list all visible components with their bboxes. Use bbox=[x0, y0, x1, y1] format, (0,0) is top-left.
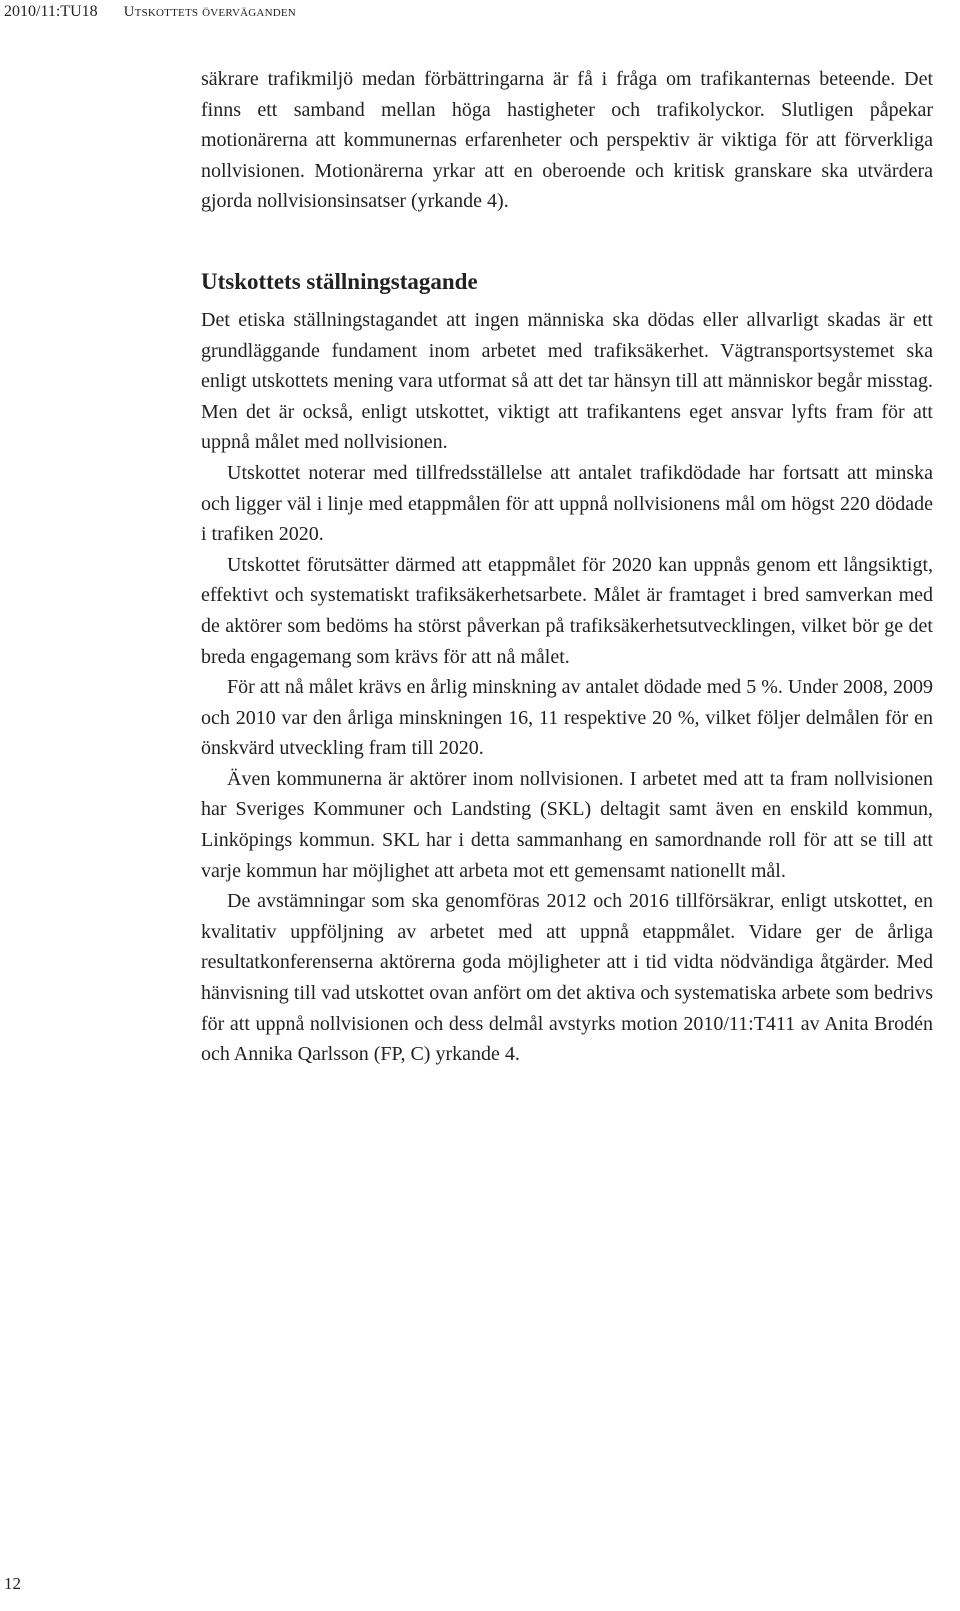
body-paragraph: Utskottet noterar med tillfredsställelse att antalet trafikdödade har fortsatt att minska och ligger väl i linje med etappmålen för att uppnå nollvisionens mål om högst 220 dödade i trafiken 2020. bbox=[201, 461, 933, 546]
body-paragraph: Även kommunerna är aktörer inom nollvisionen. I arbetet med att ta fram nollvisionen har Sveriges Kommuner och Landsting (SKL) deltagit samt även en enskild kommun, Linköpings kommun. SKL har i detta sammanhang en samordnande roll för att se till att varje kommun har möjlighet att arbeta mot ett gemensamt nationellt mål. bbox=[201, 767, 933, 882]
section-heading: Utskottets ställningstagande bbox=[201, 268, 478, 294]
document-id: 2010/11:TU18 bbox=[4, 3, 98, 20]
page-number: 12 bbox=[4, 1574, 21, 1593]
body-paragraph: De avstämningar som ska genomföras 2012 och 2016 tillförsäkrar, enligt utskottet, en kvalitativ uppföljning av arbetet med att uppnå etappmålet. Vidare ger de årliga resultatkonferenserna aktörerna goda möjligheter att i tid vidta nödvändiga åtgärder. Med hänvisning till vad utskottet ovan anfört om det aktiva och systematiska arbete som bedrivs för att uppnå nollvisionen och dess delmål avstyrks motion 2010/11:T411 av Anita Brodén och Annika Qarlsson (FP, C) yrkande 4. bbox=[201, 890, 933, 1066]
body-paragraph: Det etiska ställningstagandet att ingen människa ska dödas eller allvarligt skadas är ett grundläggande fundament inom arbetet med trafiksäkerhet. Vägtransportsystemet ska enligt utskottets mening vara utformat så att det tar hänsyn till att människor begår misstag. Men det är också, enligt utskottet, viktigt att trafikantens eget ansvar lyfts fram för att uppnå målet med nollvisionen. bbox=[201, 308, 933, 454]
running-section-title: Utskottets överväganden bbox=[123, 4, 296, 20]
body-paragraph: För att nå målet krävs en årlig minskning av antalet dödade med 5 %. Under 2008, 2009 och 2010 var den årliga minskningen 16, 11 respektive 20 %, vilket följer delmålen för en önskvärd utveckling fram till 2020. bbox=[201, 676, 933, 760]
body-paragraph: Utskottet förutsätter därmed att etappmålet för 2020 kan uppnås genom ett långsiktigt, effektivt och systematiskt trafiksäkerhetsarbete. Målet är framtaget i bred samverkan med de aktörer som bedöms ha störst påverkan på trafiksäkerhetsutvecklingen, vilket bör ge det breda engagemang som krävs för att nå målet. bbox=[201, 553, 933, 668]
intro-paragraph: säkrare trafikmiljö medan förbättringarna är få i fråga om trafikanternas beteende. Det finns ett samband mellan höga hastigheter och trafikolyckor. Slutligen påpekar motionärerna att kommunernas erfarenheter och perspektiv är viktiga för att förverkliga nollvisionen. Motionärerna yrkar att en oberoende och kritisk granskare ska utvärdera gjorda nollvisionsinsatser (yrkande 4). bbox=[201, 68, 933, 213]
document-body bbox=[201, 64, 933, 1070]
running-header bbox=[4, 2, 296, 22]
